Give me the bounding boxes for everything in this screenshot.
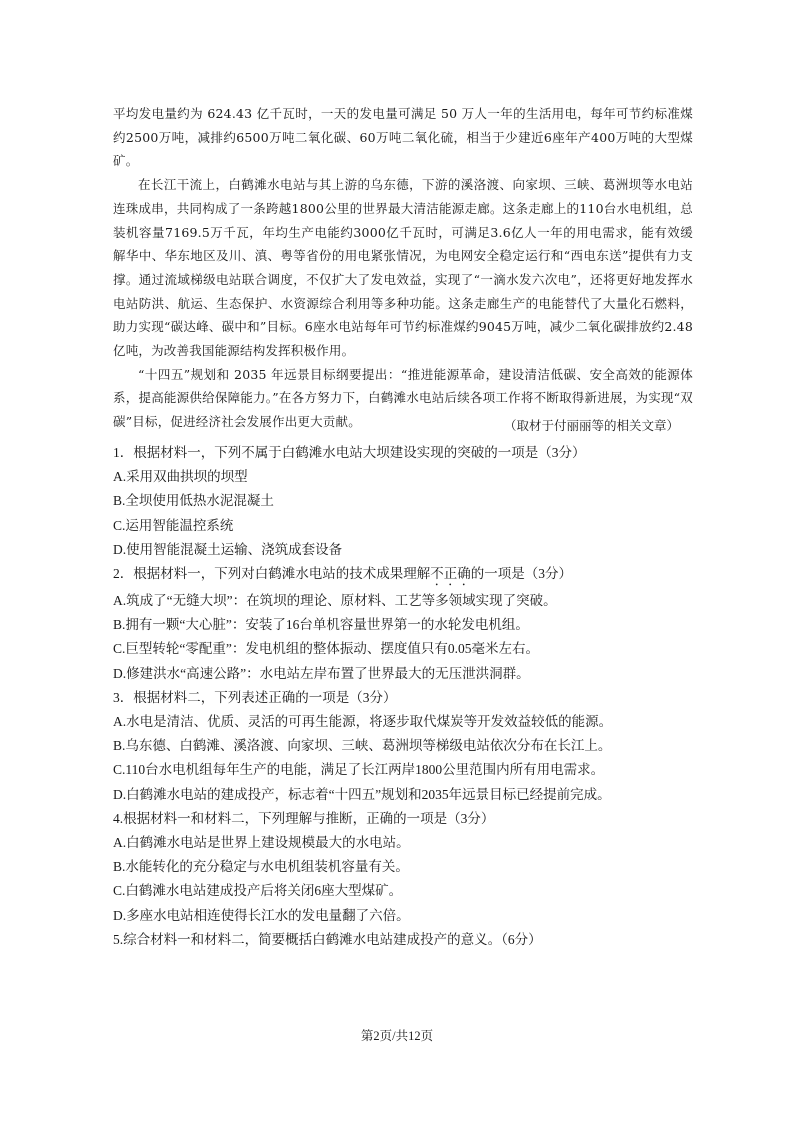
question-1-option-d: D.使用智能混凝土运输、浇筑成套设备 — [113, 541, 343, 557]
passage-source: （取材于付丽丽等的相关文章） — [503, 418, 679, 433]
question-2-option-c: C.巨型转轮“零配重”：发电机组的整体振动、摆度值只有0.05毫米左右。 — [113, 641, 539, 657]
question-4-option-a: A.白鹤滩水电站是世界上建设规模最大的水电站。 — [113, 835, 410, 851]
question-2-stem — [113, 562, 698, 589]
question-1-option-c: C.运用智能温控系统 — [113, 517, 234, 533]
reading-passage — [113, 102, 693, 434]
question-3-option-a: A.水电是清洁、优质、灵活的可再生能源，将逐步取代煤炭等开发效益较低的能源。 — [113, 714, 613, 730]
question-3-option-b: B.乌东德、白鹤滩、溪洛渡、向家坝、三峡、葛洲坝等梯级电站依次分布在长江上。 — [113, 738, 612, 754]
page-number: 第2页/共12页 — [360, 1029, 434, 1043]
question-4-stem: 4.根据材料一和材料二，下列理解与推断，正确的一项是（3分） — [113, 810, 495, 826]
question-4-option-d: D.多座水电站相连使得长江水的发电量翻了六倍。 — [113, 907, 410, 923]
question-5-stem: 5.综合材料一和材料二，简要概括白鹤滩水电站建成投产的意义。（6分） — [113, 931, 542, 947]
question-2-stem-emphasis: 不正确 — [430, 566, 471, 582]
passage-paragraph-3: “十四五”规划和 2035 年远景目标纲要提出：“推进能源革命，建设清洁低碳、安全高效的能源体系，提高能源供给保障能力。”在各方努力下，白鹤滩水电站后续各项工作将不断取得新进展，为实现“双碳”目标，促进经济社会发展作出更大贡献。 — [113, 366, 693, 430]
passage-paragraph-1: 平均发电量约为 624.43 亿千瓦时，一天的发电量可满足 50 万人一年的生活用电，每年可节约标准煤约2500万吨，减排约6500万吨二氧化碳、60万吨二氧化硫，相当于少建近6座年产400万吨的大型煤矿。 — [113, 106, 693, 169]
question-2-stem-after: 的一项是（3分） — [470, 566, 572, 582]
question-4-option-c: C.白鹤滩水电站建成投产后将关闭6座大型煤矿。 — [113, 883, 403, 899]
question-2-stem-before: 2．根据材料一，下列对白鹤滩水电站的技术成果理解 — [113, 566, 431, 582]
question-1-stem: 1．根据材料一，下列不属于白鹤滩水电站大坝建设实现的突破的一项是（3分） — [113, 445, 586, 460]
question-4-option-b: B.水能转化的充分稳定与水电机组装机容量有关。 — [113, 859, 409, 875]
question-2-option-b: B.拥有一颗“大心脏”：安装了16台单机容量世界第一的水轮发电机组。 — [113, 617, 529, 633]
question-1-option-a: A.采用双曲拱坝的坝型 — [113, 469, 248, 485]
question-2-option-d: D.修建洪水“高速公路”：水电站左岸布置了世界最大的无压泄洪洞群。 — [113, 665, 530, 681]
question-2-option-a: A.筑成了“无缝大坝”：在筑坝的理论、原材料、工艺等多领域实现了突破。 — [113, 593, 557, 609]
question-1-option-b: B.全坝使用低热水泥混凝土 — [113, 493, 274, 509]
question-3-option-d: D.白鹤滩水电站的建成投产，标志着“十四五”规划和2035年远景目标已经提前完成。 — [113, 786, 611, 802]
question-3-option-c: C.110台水电机组每年生产的电能，满足了长江两岸1800公里范围内所有用电需求。 — [113, 762, 605, 778]
passage-paragraph-2: 在长江干流上，白鹤滩水电站与其上游的乌东德，下游的溪洛渡、向家坝、三峡、葛洲坝等水电站连珠成串，共同构成了一条跨越1800公里的世界最大清洁能源走廊。这条走廊上的110台水电机组，总装机容量7169.5万千瓦，年均生产电能约3000亿千瓦时，可满足3.6亿人一年的用电需求，能有效缓解华中、华东地区及川、滇、粤等省份的用电紧张情况，为电网安全稳定运行和“西电东送”提供有力支撑。通过流域梯级电站联合调度，不仅扩大了发电效益，实现了“一滴水发六次电”，还将更好地发挥水电站防洪、航运、生态保护、水资源综合利用等多种功能。这条走廊生产的电能替代了大量化石燃料，助力实现“碳达峰、碳中和”目标。6座水电站每年可节约标准煤约9045万吨，减少二氧化碳排放约2.48亿吨，为改善我国能源结构发挥积极作用。 — [113, 177, 693, 359]
question-list — [113, 441, 698, 952]
question-3-stem: 3．根据材料二，下列表述正确的一项是（3分） — [113, 689, 397, 705]
